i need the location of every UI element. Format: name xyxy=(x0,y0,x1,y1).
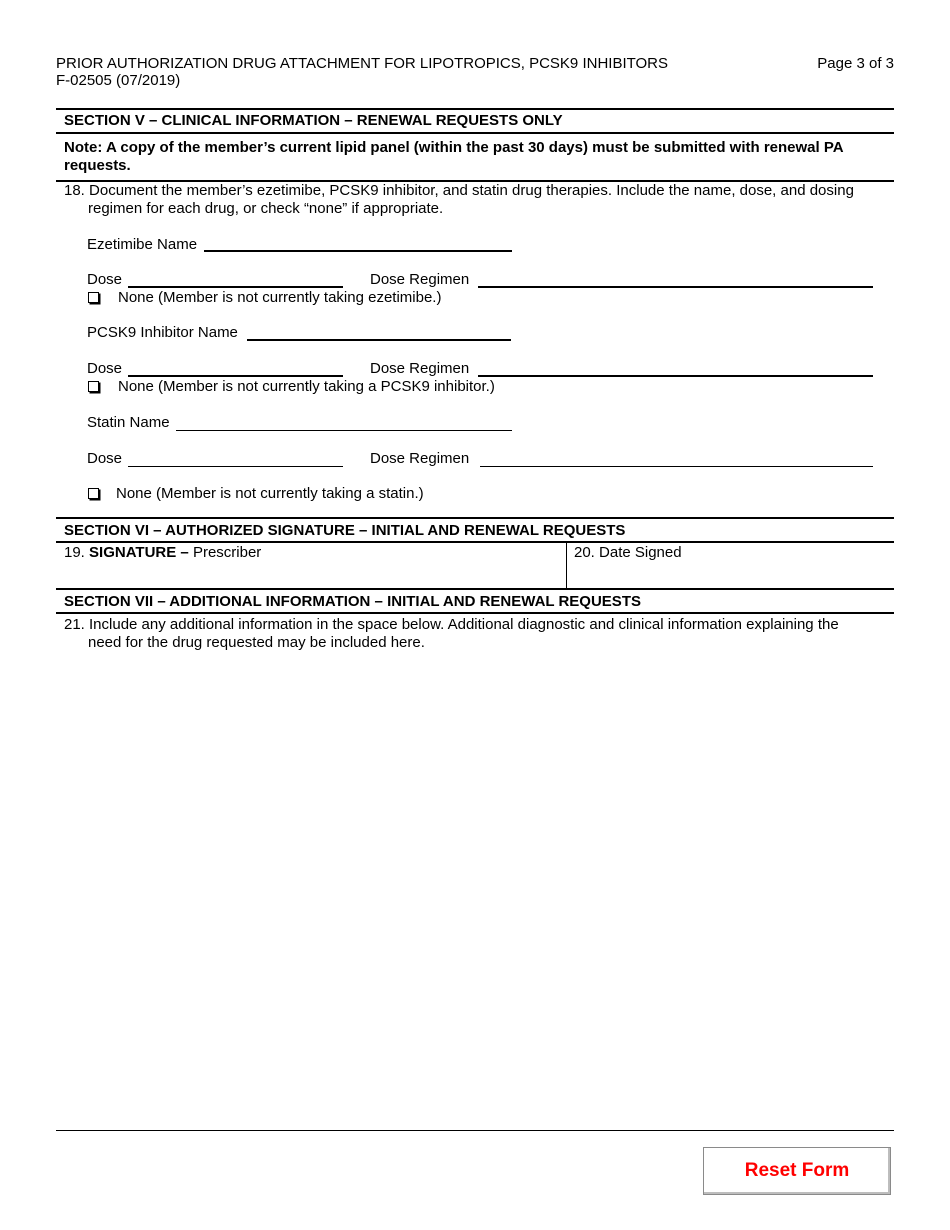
statin-dose-label: Dose xyxy=(87,450,123,467)
pcsk9-dose-label: Dose xyxy=(87,360,123,377)
question-21: 21. Include any additional information in the space below. Additional diagnostic and clinical information explaining the xyxy=(64,616,839,633)
pcsk9-regimen-field[interactable] xyxy=(478,358,873,377)
ezetimibe-name-field[interactable] xyxy=(204,233,512,252)
ezetimibe-none-checkbox[interactable] xyxy=(88,292,99,303)
signature-prescriber-label: Prescriber xyxy=(192,544,262,561)
footer-divider xyxy=(56,1130,894,1131)
ezetimibe-dose-field[interactable] xyxy=(128,269,343,288)
section-vi-heading: SECTION VI – AUTHORIZED SIGNATURE – INITIAL AND RENEWAL REQUESTS xyxy=(64,522,626,539)
statin-dose-field[interactable] xyxy=(128,449,343,467)
signature-date-divider xyxy=(566,543,567,588)
date-signed-label: 20. Date Signed xyxy=(574,544,682,561)
question-18: 18. Document the member’s ezetimibe, PCSK9 inhibitor, and statin drug therapies. Include the name, dose, and dosing xyxy=(64,182,854,199)
statin-none-label: None (Member is not currently taking a statin.) xyxy=(116,485,424,502)
pcsk9-regimen-label: Dose Regimen xyxy=(370,360,470,377)
question-21-continued: need for the drug requested may be included here. xyxy=(88,634,425,651)
ezetimibe-regimen-label: Dose Regimen xyxy=(370,271,470,288)
statin-name-field[interactable] xyxy=(176,413,512,431)
form-number: F-02505 (07/2019) xyxy=(56,72,181,89)
signature-number: 19. xyxy=(64,544,85,561)
statin-regimen-label: Dose Regimen xyxy=(370,450,470,467)
ezetimibe-name-label: Ezetimibe Name xyxy=(87,236,198,253)
reset-form-button[interactable]: Reset Form xyxy=(703,1147,891,1195)
form-title: PRIOR AUTHORIZATION DRUG ATTACHMENT FOR LIPOTROPICS, PCSK9 INHIBITORS xyxy=(56,55,669,72)
section-divider xyxy=(56,588,894,590)
pcsk9-none-label: None (Member is not currently taking a PCSK9 inhibitor.) xyxy=(118,378,495,395)
additional-information-field[interactable] xyxy=(64,660,892,1120)
ezetimibe-dose-label: Dose xyxy=(87,271,123,288)
pcsk9-dose-field[interactable] xyxy=(128,358,343,377)
renewal-note-continued: requests. xyxy=(64,157,131,174)
ezetimibe-none-label: None (Member is not currently taking ezetimibe.) xyxy=(118,289,442,306)
page-number: Page 3 of 3 xyxy=(817,55,894,72)
pcsk9-name-label: PCSK9 Inhibitor Name xyxy=(87,324,238,341)
section-divider xyxy=(56,108,894,110)
section-divider xyxy=(56,612,894,614)
section-vii-heading: SECTION VII – ADDITIONAL INFORMATION – INITIAL AND RENEWAL REQUESTS xyxy=(64,593,641,610)
date-signed-field[interactable] xyxy=(574,565,892,587)
question-18-continued: regimen for each drug, or check “none” if appropriate. xyxy=(88,200,444,217)
section-divider xyxy=(56,517,894,519)
ezetimibe-regimen-field[interactable] xyxy=(478,269,873,288)
section-v-heading: SECTION V – CLINICAL INFORMATION – RENEWAL REQUESTS ONLY xyxy=(64,112,563,129)
signature-bold-label: SIGNATURE – xyxy=(89,544,189,561)
signature-field[interactable] xyxy=(56,543,566,588)
renewal-note: Note: A copy of the member’s current lipid panel (within the past 30 days) must be submitted with renewal PA xyxy=(64,139,844,156)
statin-none-checkbox[interactable] xyxy=(88,488,99,499)
statin-regimen-field[interactable] xyxy=(480,449,873,467)
pcsk9-none-checkbox[interactable] xyxy=(88,381,99,392)
pcsk9-name-field[interactable] xyxy=(247,322,511,341)
section-divider xyxy=(56,132,894,134)
statin-name-label: Statin Name xyxy=(87,414,170,431)
